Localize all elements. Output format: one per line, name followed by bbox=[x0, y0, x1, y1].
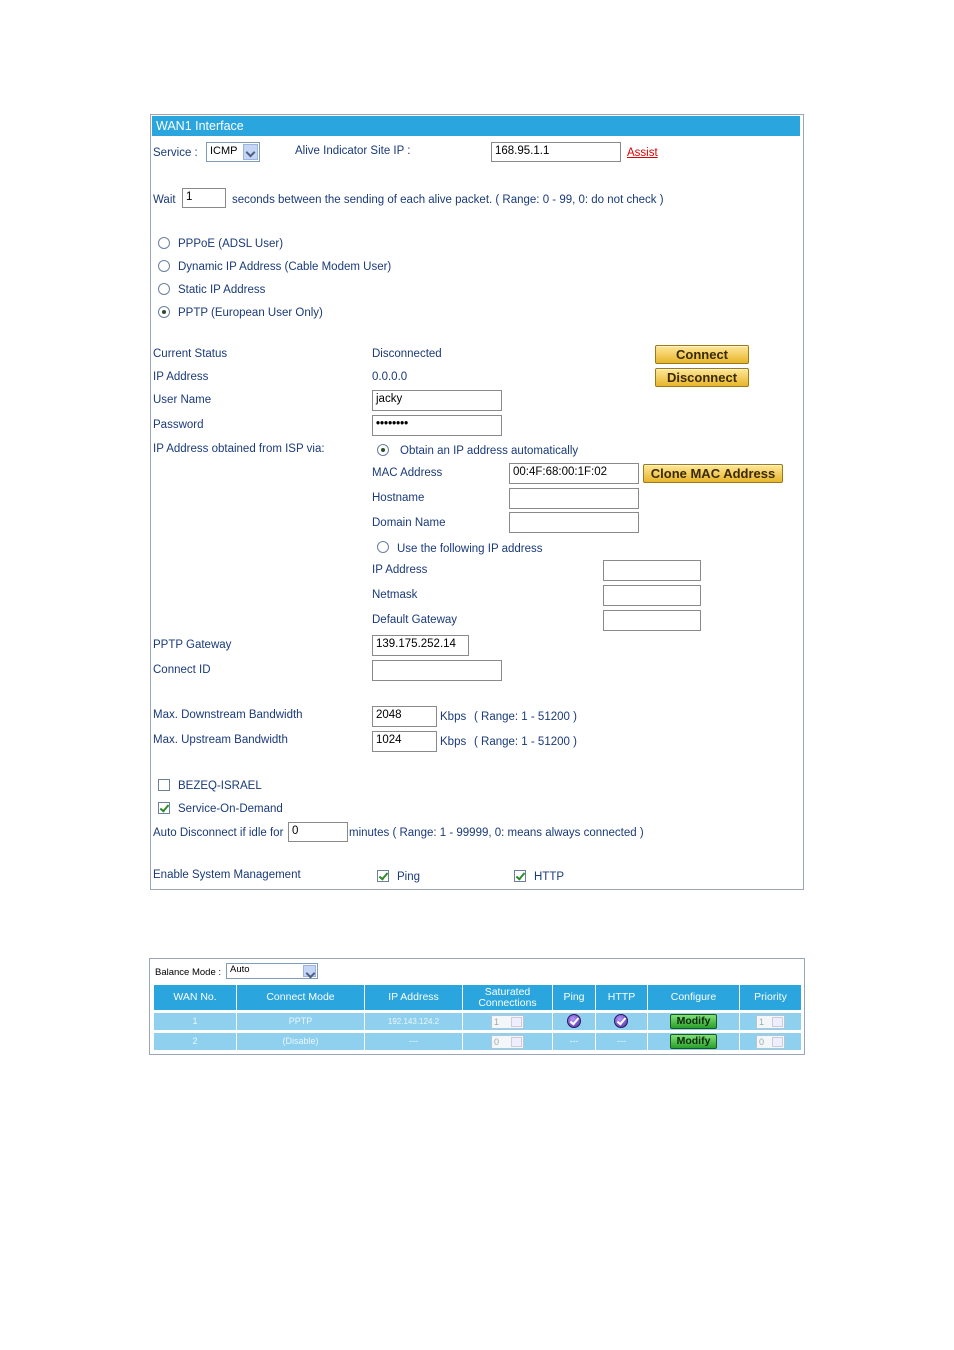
chevron-down-icon bbox=[511, 1037, 522, 1047]
radio-static-ip[interactable] bbox=[158, 283, 170, 295]
table-row-2-ping: --- bbox=[553, 1033, 595, 1050]
ip-address-value: 0.0.0.0 bbox=[372, 371, 408, 383]
wan1-panel bbox=[150, 114, 804, 890]
wait-input[interactable]: 1 bbox=[182, 188, 226, 208]
upstream-unit: Kbps bbox=[440, 736, 467, 748]
ping-ok-icon bbox=[567, 1014, 581, 1028]
balance-mode-select[interactable] bbox=[226, 963, 318, 979]
upstream-range: ( Range: 1 - 51200 ) bbox=[474, 736, 577, 748]
obtain-auto-label: Obtain an IP address automatically bbox=[400, 445, 579, 457]
col-header-saturated: Saturated Connections bbox=[463, 985, 552, 1010]
col-header-wan-no: WAN No. bbox=[154, 985, 236, 1010]
col-header-ip-address: IP Address bbox=[365, 985, 462, 1010]
table-row-2-http: --- bbox=[596, 1033, 647, 1050]
downstream-label: Max. Downstream Bandwidth bbox=[153, 709, 303, 721]
domain-name-label: Domain Name bbox=[372, 517, 446, 529]
default-gateway-label: Default Gateway bbox=[372, 614, 458, 626]
col-header-ping: Ping bbox=[553, 985, 595, 1010]
service-on-demand-label: Service-On-Demand bbox=[178, 803, 283, 815]
table-row-2-sat-select[interactable] bbox=[491, 1035, 524, 1049]
chevron-down-icon bbox=[243, 144, 258, 160]
table-row-1-sat-select[interactable] bbox=[491, 1015, 524, 1029]
radio-obtain-auto[interactable] bbox=[377, 444, 389, 456]
isp-label: IP Address obtained from ISP via: bbox=[153, 443, 325, 455]
upstream-label: Max. Upstream Bandwidth bbox=[153, 734, 288, 746]
table-row-1-ip: 192.143.124.2 bbox=[365, 1013, 462, 1030]
table-row-2-mode: (Disable) bbox=[237, 1033, 364, 1050]
auto-disconnect-label: Auto Disconnect if idle for bbox=[153, 827, 284, 839]
alive-indicator-label: Alive Indicator Site IP : bbox=[295, 145, 411, 157]
user-name-input[interactable]: jacky bbox=[372, 390, 502, 411]
domain-name-input[interactable] bbox=[509, 512, 639, 533]
chevron-down-icon bbox=[303, 965, 316, 977]
use-following-label: Use the following IP address bbox=[397, 543, 543, 555]
mac-address-input[interactable]: 00:4F:68:00:1F:02 bbox=[509, 463, 639, 484]
mode-pptp-label: PPTP (European User Only) bbox=[178, 307, 323, 319]
bezeq-label: BEZEQ-ISRAEL bbox=[178, 780, 262, 792]
col-header-priority: Priority bbox=[740, 985, 801, 1010]
balance-mode-value: Auto bbox=[230, 964, 250, 975]
table-row-1-wan: 1 bbox=[154, 1013, 236, 1030]
table-row-1-priority-value: 1 bbox=[759, 1017, 765, 1027]
connect-button[interactable]: Connect bbox=[655, 345, 749, 364]
password-input[interactable]: •••••••• bbox=[372, 415, 502, 436]
downstream-unit: Kbps bbox=[440, 711, 467, 723]
mode-pppoe-label: PPPoE (ADSL User) bbox=[178, 238, 284, 250]
alive-indicator-input[interactable]: 168.95.1.1 bbox=[491, 142, 621, 162]
table-row-2-priority-select[interactable] bbox=[756, 1035, 785, 1049]
service-select-value: ICMP bbox=[210, 145, 238, 157]
default-gateway-input[interactable] bbox=[603, 610, 701, 631]
assist-link[interactable]: Assist bbox=[627, 147, 658, 159]
modify-button-row-1[interactable]: Modify bbox=[670, 1014, 717, 1029]
service-on-demand-checkbox[interactable] bbox=[158, 802, 170, 814]
radio-pppoe[interactable] bbox=[158, 237, 170, 249]
downstream-range: ( Range: 1 - 51200 ) bbox=[474, 711, 577, 723]
current-status-value: Disconnected bbox=[372, 348, 442, 360]
radio-pptp[interactable] bbox=[158, 306, 170, 318]
pptp-gateway-label: PPTP Gateway bbox=[153, 639, 232, 651]
auto-disconnect-description: minutes ( Range: 1 - 99999, 0: means always connected ) bbox=[349, 827, 644, 839]
table-row-1-mode: PPTP bbox=[237, 1013, 364, 1030]
table-row-1-priority-select[interactable] bbox=[756, 1015, 785, 1029]
radio-use-following[interactable] bbox=[377, 541, 389, 553]
mgmt-ping-label: Ping bbox=[397, 871, 421, 883]
chevron-down-icon bbox=[772, 1037, 783, 1047]
downstream-input[interactable]: 2048 bbox=[372, 706, 437, 727]
mode-static-label: Static IP Address bbox=[178, 284, 266, 296]
table-row-2-priority-value: 0 bbox=[759, 1037, 765, 1047]
modify-button-row-2[interactable]: Modify bbox=[670, 1034, 717, 1049]
clone-mac-button[interactable]: Clone MAC Address bbox=[643, 464, 783, 483]
user-name-label: User Name bbox=[153, 394, 212, 406]
static-ip-label: IP Address bbox=[372, 564, 428, 576]
col-header-configure: Configure bbox=[648, 985, 739, 1010]
mgmt-http-label: HTTP bbox=[534, 871, 565, 883]
ip-address-label: IP Address bbox=[153, 371, 209, 383]
table-row-2-wan: 2 bbox=[154, 1033, 236, 1050]
wait-label: Wait bbox=[153, 194, 176, 206]
table-row-2-sat-value: 0 bbox=[494, 1037, 500, 1047]
wan1-header: WAN1 Interface bbox=[152, 116, 800, 136]
pptp-gateway-input[interactable]: 139.175.252.14 bbox=[372, 635, 469, 656]
hostname-input[interactable] bbox=[509, 488, 639, 509]
connect-id-label: Connect ID bbox=[153, 664, 211, 676]
mac-address-label: MAC Address bbox=[372, 467, 443, 479]
system-management-label: Enable System Management bbox=[153, 869, 301, 881]
http-ok-icon bbox=[614, 1014, 628, 1028]
auto-disconnect-input[interactable]: 0 bbox=[288, 822, 348, 842]
netmask-input[interactable] bbox=[603, 585, 701, 606]
table-row-2-ip: --- bbox=[365, 1033, 462, 1050]
wait-description: seconds between the sending of each alive packet. ( Range: 0 - 99, 0: do not check ) bbox=[232, 194, 664, 206]
connect-id-input[interactable] bbox=[372, 660, 502, 681]
hostname-label: Hostname bbox=[372, 492, 425, 504]
radio-dynamic-ip[interactable] bbox=[158, 260, 170, 272]
static-ip-input[interactable] bbox=[603, 560, 701, 581]
current-status-label: Current Status bbox=[153, 348, 228, 360]
col-header-http: HTTP bbox=[596, 985, 647, 1010]
service-label: Service : bbox=[153, 147, 198, 159]
mgmt-http-checkbox[interactable] bbox=[514, 870, 526, 882]
password-label: Password bbox=[153, 419, 204, 431]
chevron-down-icon bbox=[772, 1017, 783, 1027]
netmask-label: Netmask bbox=[372, 589, 418, 601]
mgmt-ping-checkbox[interactable] bbox=[377, 870, 389, 882]
balance-mode-label: Balance Mode : bbox=[155, 967, 222, 978]
service-select[interactable] bbox=[206, 142, 260, 162]
col-header-connect-mode: Connect Mode bbox=[237, 985, 364, 1010]
bezeq-checkbox[interactable] bbox=[158, 779, 170, 791]
table-row-1-sat-value: 1 bbox=[494, 1017, 500, 1027]
upstream-input[interactable]: 1024 bbox=[372, 731, 437, 752]
chevron-down-icon bbox=[511, 1017, 522, 1027]
mode-dynamic-label: Dynamic IP Address (Cable Modem User) bbox=[178, 261, 392, 273]
disconnect-button[interactable]: Disconnect bbox=[655, 368, 749, 387]
